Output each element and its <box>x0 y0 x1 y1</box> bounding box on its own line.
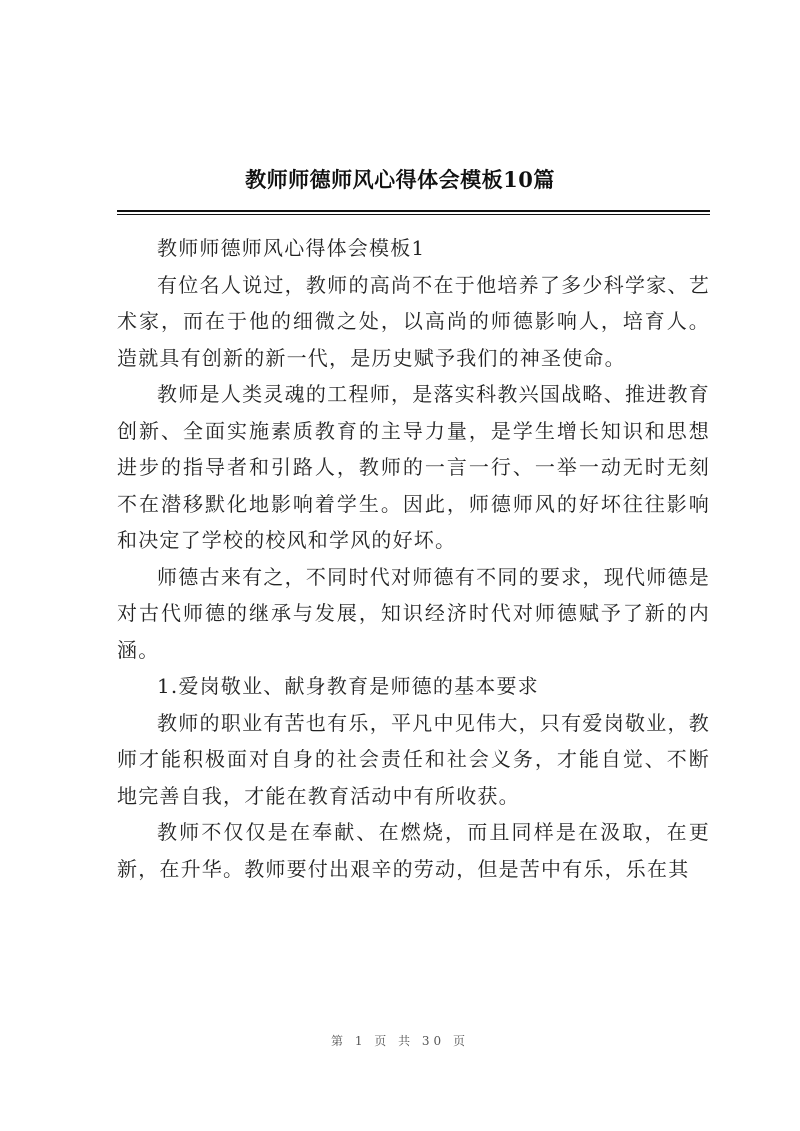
page-number: 第 1 页 共 30 页 <box>331 1034 469 1048</box>
paragraph: 有位名人说过，教师的高尚不在于他培养了多少科学家、艺术家，而在于他的细微之处，以高尚的师德影响人，培育人。造就具有创新的新一代，是历史赋予我们的神圣使命。 <box>117 272 710 370</box>
paragraph: 教师是人类灵魂的工程师，是落实科教兴国战略、推进教育创新、全面实施素质教育的主导力量，是学生增长知识和思想进步的指导者和引路人，教师的一言一行、一举一动无时无刻不在潜移默化地影响着学生。因此，师德师风的好坏往往影响和决定了学校的校风和学风的好坏。 <box>117 382 710 552</box>
document-body <box>117 230 710 887</box>
subsection-heading: 1.爱岗敬业、献身教育是师德的基本要求 <box>157 674 539 698</box>
title-divider-thin <box>117 214 710 215</box>
title-divider-thick <box>117 210 710 212</box>
paragraph: 师德古来有之，不同时代对师德有不同的要求，现代师德是对古代师德的继承与发展，知识经济时代对师德赋予了新的内涵。 <box>117 564 710 662</box>
paragraph: 教师的职业有苦也有乐，平凡中见伟大，只有爱岗敬业，教师才能积极面对自身的社会责任和社会义务，才能自觉、不断地完善自我，才能在教育活动中有所收获。 <box>117 710 710 808</box>
paragraph: 教师不仅仅是在奉献、在燃烧，而且同样是在汲取，在更新，在升华。教师要付出艰辛的劳动，但是苦中有乐，乐在其 <box>117 820 710 881</box>
section-heading: 教师师德师风心得体会模板1 <box>157 236 426 260</box>
page-title: 教师师德师风心得体会模板10篇 <box>245 167 555 192</box>
